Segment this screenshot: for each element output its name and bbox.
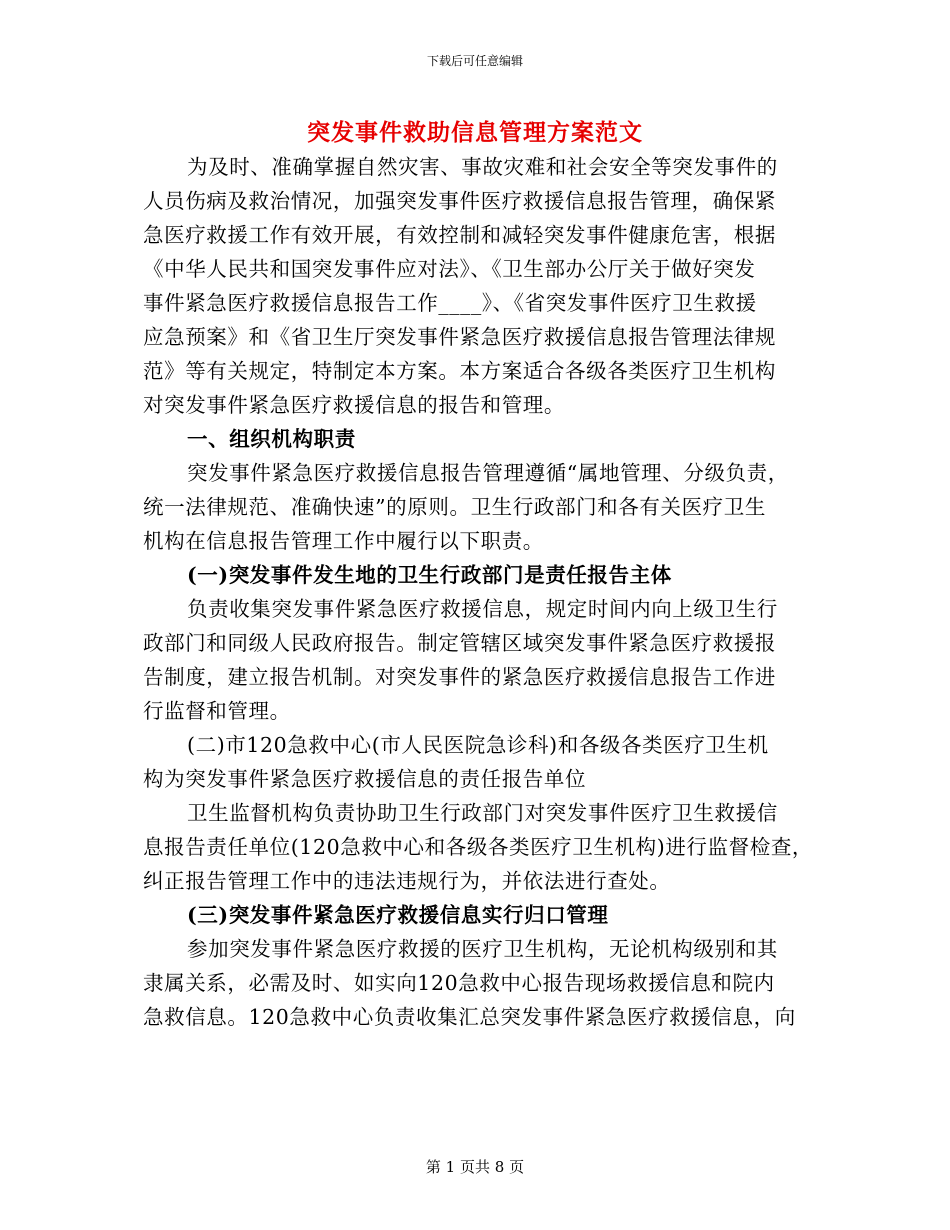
paragraph-line: 政部门和同级人民政府报告。制定管辖区域突发事件紧急医疗救援报 — [143, 631, 776, 655]
document-title: 突发事件救助信息管理方案范文 — [307, 119, 643, 146]
page-number: 第 1 页共 8 页 — [425, 1158, 525, 1176]
subsection-heading: (一)突发事件发生地的卫生行政部门是责任报告主体 — [187, 563, 672, 587]
paragraph-line: 隶属关系，必需及时、如实向120急救中心报告现场救援信息和院内 — [143, 971, 775, 995]
paragraph-line: 负责收集突发事件紧急医疗救援信息，规定时间内向上级卫生行 — [187, 597, 778, 621]
paragraph-line: 范》等有关规定，特制定本方案。本方案适合各级各类医疗卫生机构 — [143, 359, 776, 383]
paragraph-line: 对突发事件紧急医疗救援信息的报告和管理。 — [143, 393, 565, 417]
paragraph-line: 急医疗救援工作有效开展，有效控制和减轻突发事件健康危害，根据 — [143, 223, 776, 247]
paragraph-line: 人员伤病及救治情况，加强突发事件医疗救援信息报告管理，确保紧 — [143, 189, 776, 213]
paragraph-line: 统一法律规范、准确快速”的原则。卫生行政部门和各有关医疗卫生 — [143, 495, 766, 519]
paragraph-line: 行监督和管理。 — [143, 699, 291, 723]
header-note: 下载后可任意编辑 — [426, 54, 523, 68]
paragraph-line: 息报告责任单位(120急救中心和各级各类医疗卫生机构)进行监督检查， — [143, 835, 814, 859]
paragraph-line: 告制度，建立报告机制。对突发事件的紧急医疗救援信息报告工作进 — [143, 665, 776, 689]
paragraph-line: 参加突发事件紧急医疗救援的医疗卫生机构，无论机构级别和其 — [187, 937, 778, 961]
paragraph-line: 突发事件紧急医疗救援信息报告管理遵循“属地管理、分级负责， — [187, 461, 789, 485]
paragraph-line: 事件紧急医疗救援信息报告工作____》、《省突发事件医疗卫生救援 — [143, 291, 757, 315]
paragraph-line: 卫生监督机构负责协助卫生行政部门对突发事件医疗卫生救援信 — [187, 801, 778, 825]
subsection-heading: (二)市120急救中心(市人民医院急诊科)和各级各类医疗卫生机 — [187, 733, 769, 757]
paragraph-line: 为及时、准确掌握自然灾害、事故灾难和社会安全等突发事件的 — [187, 155, 778, 179]
document-body — [143, 150, 814, 1034]
paragraph-line: 急救信息。120急救中心负责收集汇总突发事件紧急医疗救援信息，向 — [143, 1005, 796, 1029]
paragraph-line: 机构在信息报告管理工作中履行以下职责。 — [143, 529, 544, 553]
section-heading: 一、组织机构职责 — [187, 427, 356, 451]
paragraph-line: 应急预案》和《省卫生厅突发事件紧急医疗救援信息报告管理法律规 — [143, 325, 776, 349]
paragraph-line: 构为突发事件紧急医疗救援信息的责任报告单位 — [143, 767, 587, 791]
paragraph-line: 《中华人民共和国突发事件应对法》、《卫生部办公厅关于做好突发 — [143, 257, 756, 281]
paragraph-line: 纠正报告管理工作中的违法违规行为，并依法进行查处。 — [143, 869, 671, 893]
subsection-heading: (三)突发事件紧急医疗救援信息实行归口管理 — [187, 903, 609, 927]
